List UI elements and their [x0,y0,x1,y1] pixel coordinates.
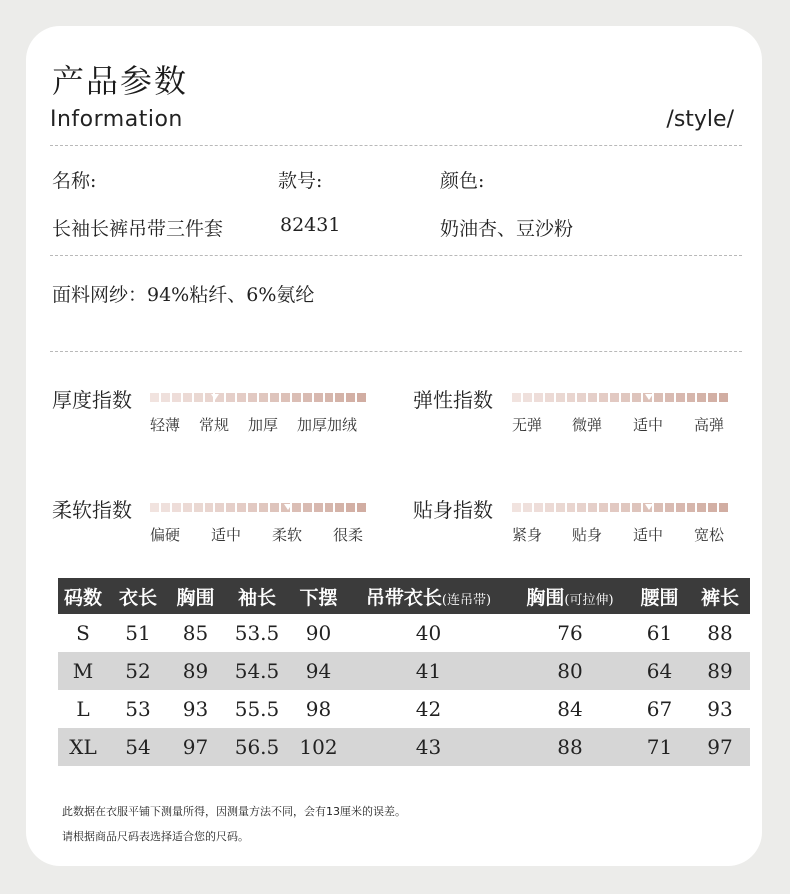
index-segment [248,393,257,402]
index-segment [183,503,192,512]
header-length: 衣长 [108,578,168,614]
index-segment [676,503,685,512]
divider [50,255,742,256]
index-tick: 加厚加绒 [297,416,358,434]
index-segment [292,503,301,512]
index-tick: 贴身 [572,526,603,544]
table-cell: L [76,697,90,721]
index-segment [325,393,334,402]
color-value: 奶油杏、豆沙粉 [440,218,574,240]
index-segment [357,503,366,512]
index-title: 柔软指数 [52,498,132,522]
header-pants-length: 裤长 [690,578,750,614]
index-segment [303,393,312,402]
index-segment [205,503,214,512]
index-segment [226,503,235,512]
table-cell: 94 [291,652,346,690]
index-marker [284,504,292,510]
index-segment [270,503,279,512]
table-cell: 54.5 [223,652,291,690]
header-size: 码数 [58,578,108,614]
index-segment [621,393,630,402]
table-cell: 40 [415,621,442,645]
index-tick: 无弹 [512,416,543,434]
index-segment [248,503,257,512]
index-segment [556,503,565,512]
index-segment [523,503,532,512]
index-segment [534,393,543,402]
table-cell: 88 [511,728,629,766]
index-segment [697,393,706,402]
index-segment [325,503,334,512]
index-segment [259,503,268,512]
index-segment [512,503,521,512]
table-cell: 102 [291,728,346,766]
index-segment [654,503,663,512]
name-label: 名称: [52,170,97,192]
table-row [58,728,750,766]
table-cell: 55.5 [234,697,280,721]
page-title: 产品参数 [52,62,189,100]
header-text: 吊带衣长 [365,586,442,609]
measurement-note: 此数据在衣服平铺下测量所得，因测量方法不同，会有13厘米的误差。 [62,805,406,818]
index-segment [556,393,565,402]
index-segment [687,393,696,402]
index-segment [215,503,224,512]
header-cami-length [346,578,511,614]
index-segment [599,503,608,512]
index-segment [545,393,554,402]
table-cell: 84 [557,697,583,721]
index-title: 贴身指数 [413,498,493,522]
index-segment [183,393,192,402]
index-segment [512,393,521,402]
index-marker [211,394,219,400]
index-tick: 适中 [211,526,242,544]
name-value: 长袖长裤吊带三件套 [52,218,224,240]
index-segment [534,503,543,512]
index-segment [599,393,608,402]
table-cell: 93 [182,697,209,721]
index-segment [567,393,576,402]
index-segment [610,503,619,512]
index-segment [237,393,246,402]
section-subtitle: Information [50,107,183,132]
table-cell: 56.5 [223,728,291,766]
header-hem: 下摆 [291,578,346,614]
index-segment [161,393,170,402]
table-cell: 54 [108,728,168,766]
header-waist: 腰围 [629,578,690,614]
index-tick: 高弹 [694,416,725,434]
index-tick: 紧身 [512,526,543,544]
index-segment [654,393,663,402]
index-segment [610,393,619,402]
header-bust: 胸围 [168,578,223,614]
table-row [58,652,750,690]
index-segment [194,393,203,402]
table-cell: 52 [108,652,168,690]
index-segment [708,503,717,512]
index-segment [665,393,674,402]
index-title: 厚度指数 [52,388,132,412]
index-bar [150,503,366,512]
index-tick: 适中 [633,526,664,544]
index-segment [150,503,159,512]
index-bar [512,393,728,402]
index-segment [346,393,355,402]
index-bar [512,503,728,512]
divider [50,351,742,352]
style-tag: /style/ [666,107,734,132]
index-bar [150,393,366,402]
table-cell: 64 [629,652,690,690]
index-segment [303,503,312,512]
index-segment [346,503,355,512]
index-title: 弹性指数 [413,388,493,412]
table-cell: 85 [182,621,209,645]
table-cell: M [58,652,108,690]
size-advice-note: 请根据商品尺码表选择适合您的尺码。 [62,830,249,843]
index-tick: 柔软 [272,526,303,544]
index-segment [259,393,268,402]
header-note: (连吊带) [441,592,492,608]
table-cell: 42 [415,697,442,721]
fabric-composition: 面料网纱：94%粘纤、6%氨纶 [52,284,315,306]
table-cell: 76 [557,621,583,645]
index-segment [632,393,641,402]
index-tick: 加厚 [248,416,279,434]
index-segment [632,503,641,512]
index-tick: 微弹 [572,416,603,434]
index-segment [577,503,586,512]
index-segment [335,393,344,402]
index-segment [161,503,170,512]
header-text: 胸围 [526,586,565,609]
index-segment [545,503,554,512]
index-segment [719,503,728,512]
index-segment [523,393,532,402]
table-cell: 89 [690,652,750,690]
index-segment [665,503,674,512]
table-row [58,614,750,652]
size-table-header [58,578,750,614]
index-tick: 轻薄 [150,416,181,434]
table-cell: XL [58,728,108,766]
code-value: 82431 [280,214,341,236]
index-segment [194,503,203,512]
index-tick: 很柔 [333,526,364,544]
index-segment [314,393,323,402]
color-label: 颜色: [440,170,485,192]
table-cell: 90 [305,621,332,645]
index-segment [172,393,181,402]
table-cell: 89 [168,652,223,690]
table-row [58,690,750,728]
index-segment [292,393,301,402]
index-marker [645,504,653,510]
table-cell: 41 [346,652,511,690]
table-cell: 93 [707,697,733,721]
index-segment [697,503,706,512]
index-segment [687,503,696,512]
table-cell: 61 [646,621,673,645]
code-label: 款号: [278,170,323,192]
table-cell: 67 [646,697,673,721]
table-cell: 97 [690,728,750,766]
header-cami-bust [511,578,629,614]
index-segment [708,393,717,402]
index-tick: 偏硬 [150,526,181,544]
index-segment [588,393,597,402]
index-segment [357,393,366,402]
table-cell: 98 [305,697,332,721]
table-cell: 53.5 [234,621,280,645]
index-segment [270,393,279,402]
index-segment [226,393,235,402]
divider [50,145,742,146]
index-segment [577,393,586,402]
index-segment [719,393,728,402]
table-cell: S [76,621,90,645]
table-cell: 88 [707,621,733,645]
size-table [58,578,750,766]
index-tick: 常规 [199,416,230,434]
index-tick: 宽松 [694,526,725,544]
index-segment [314,503,323,512]
table-cell: 71 [629,728,690,766]
header-sleeve: 袖长 [223,578,291,614]
table-cell: 97 [168,728,223,766]
index-marker [645,394,653,400]
index-segment [567,503,576,512]
index-segment [621,503,630,512]
table-cell: 53 [125,697,151,721]
table-cell: 51 [125,621,151,645]
index-segment [588,503,597,512]
index-segment [281,393,290,402]
index-segment [676,393,685,402]
index-tick: 适中 [633,416,664,434]
index-segment [237,503,246,512]
index-segment [335,503,344,512]
index-segment [172,503,181,512]
header-note: (可拉伸) [564,592,614,608]
table-cell: 43 [346,728,511,766]
index-segment [150,393,159,402]
table-cell: 80 [511,652,629,690]
